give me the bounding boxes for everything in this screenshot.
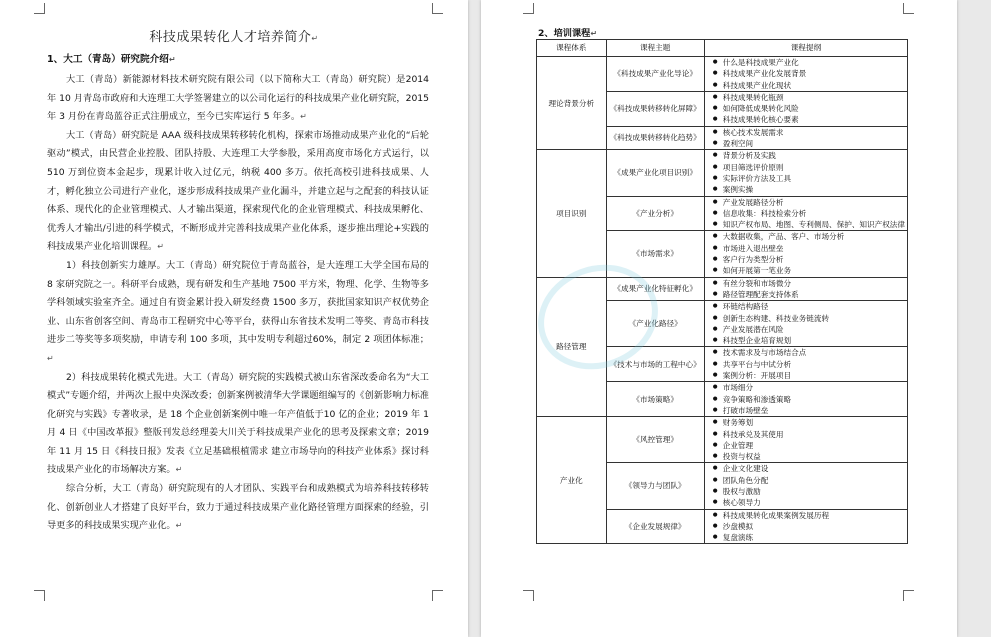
paragraph: 1）科技创新实力雄厚。大工（青岛）研究院位于青岛蓝谷，是大连理工大学全国布局的 8 家研究院之一。科研平台成熟，现有研发和生产基地 7500 平方米，物理、化学、生物等多学科领域实验室齐全。通过自有资金累计投入研发经费 1500 多万，获批国家知识产权优势企业、山东省创客空间、青岛市工程研究中心等平台，获得山东省技术发明二等奖、青岛市科技进步二等奖等多项奖励，申请专利 100 多项，其中发明专利超过60%，制定 2 项团体标准；↵ [47, 259, 429, 363]
list-item: ● 科技成果产业化发展背景 [713, 68, 905, 79]
list-item: ● 什么是科技成果产业化 [713, 57, 905, 68]
column-header: 课程提纲 [704, 40, 907, 57]
course-topic-cell[interactable]: 《风控管理》 [606, 417, 704, 463]
course-topic-cell[interactable]: 《成果产业化特征孵化》 [606, 277, 704, 301]
course-outline-cell[interactable] [704, 126, 907, 150]
course-topic-cell[interactable]: 《领导力与团队》 [606, 463, 704, 509]
course-outline-cell[interactable] [704, 382, 907, 417]
list-item: ● 企业管理 [713, 440, 905, 451]
outline-list [707, 231, 905, 276]
list-item: ● 科技成果转化成果案例发展历程 [713, 510, 905, 521]
course-topic-cell[interactable]: 《技术与市场的工程中心》 [606, 347, 704, 382]
paragraph: 大工（青岛）研究院是 AAA 级科技成果转移转化机构，探索市场推动成果产业化的“后轮驱动”模式，由民营企业控股、团队持股、大连理工大学参股，采用高度市场化方式运行，以 510 万到位资本金起步，现累计收入过亿元，纳税 400 多万。依托高校引进科技成果、人才，孵化独立公司进行产业化，逐步形成科技成果产业化漏斗，并建立起与之配套的科技认证体系、现代化的企业管理模式、人才输出渠道，探索现代化的企业管理模式、科技成果孵化、优秀人才输出/引进的科学模式，不断形成并完善科技成果产业化体系，逐步推出理论+实践的科技成果产业化培训课程。↵ [47, 129, 429, 253]
list-item: ● 产业发展潜在风险 [713, 324, 905, 335]
document-title-text: 科技成果转化人才培养简介 [149, 30, 312, 45]
margin-corner-mark [903, 3, 914, 14]
list-item: ● 市场进入退出壁垒 [713, 243, 905, 254]
list-item: ● 复盘演练 [713, 532, 905, 543]
outline-list [707, 382, 905, 416]
course-outline-cell[interactable] [704, 150, 907, 196]
margin-corner-mark [432, 590, 443, 601]
course-topic-cell[interactable]: 《产业分析》 [606, 196, 704, 231]
course-outline-cell[interactable] [704, 231, 907, 277]
list-item: ● 核心领导力 [713, 497, 905, 508]
list-item: ● 财务筹划 [713, 417, 905, 428]
table-row [537, 417, 908, 463]
paragraph: 大工（青岛）新能源材料技术研究院有限公司（以下简称大工（青岛）研究院）是2014 年 10 月青岛市政府和大连理工大学签署建立的以公司化运行的科技成果产业化研究院，2015 年 3 月份在青岛蓝谷正式注册成立，至今已实库运行 5 年多。↵ [47, 74, 429, 123]
course-outline-cell[interactable] [704, 91, 907, 126]
list-item: ● 核心技术发展需求 [713, 127, 905, 138]
list-item: ● 如何降低成果转化风险 [713, 103, 905, 114]
course-outline-cell[interactable] [704, 277, 907, 301]
outline-list [707, 197, 905, 231]
outline-list [707, 510, 905, 544]
list-item: ● 信息收集：科技检索分析 [713, 208, 905, 219]
document-title[interactable] [0, 26, 468, 45]
list-item: ● 股权与激励 [713, 486, 905, 497]
list-item: ● 科技成果转化瓶颈 [713, 92, 905, 103]
list-item: ● 环链结构路径 [713, 301, 905, 312]
course-topic-cell[interactable]: 《成果产业化项目识别》 [606, 150, 704, 196]
paragraph: 综合分析，大工（青岛）研究院现有的人才团队、实践平台和成熟模式为培养科技转移转化、创新创业人才搭建了良好平台，致力于通过科技成果产业化路径管理方面探索的经验，引导更多的科技成果实现产业化。↵ [47, 483, 429, 532]
list-item: ● 客户行为类型分析 [713, 254, 905, 265]
list-item: ● 产业发展路径分析 [713, 197, 905, 208]
document-page-left [0, 0, 468, 637]
table-row [537, 57, 908, 92]
table-row [537, 150, 908, 196]
list-item: ● 科技成果产业化现状 [713, 80, 905, 91]
course-topic-cell[interactable]: 《市场策略》 [606, 382, 704, 417]
course-system-cell[interactable]: 项目识别 [537, 150, 607, 277]
margin-corner-mark [34, 3, 45, 14]
course-outline-cell[interactable] [704, 417, 907, 463]
paragraph-mark: ↵ [311, 34, 319, 43]
list-item: ● 竞争策略和渗透策略 [713, 394, 905, 405]
list-item: ● 知识产权布局、地图、专利侧局、保护、知识产权法律 [713, 219, 905, 230]
course-outline-cell[interactable] [704, 301, 907, 347]
margin-corner-mark [903, 590, 914, 601]
list-item: ● 科技承兑及其使用 [713, 429, 905, 440]
course-topic-cell[interactable]: 《市场需求》 [606, 231, 704, 277]
margin-corner-mark [523, 590, 534, 601]
outline-list [707, 347, 905, 381]
course-topic-cell[interactable]: 《科技成果转移转化屏障》 [606, 91, 704, 126]
column-header: 课程体系 [537, 40, 607, 57]
section-heading-institute: 1、大工（青岛）研究院介绍↵ [47, 54, 176, 65]
section-heading-courses[interactable]: 2、培训课程↵ [538, 28, 598, 39]
list-item: ● 科技型企业培育规划 [713, 335, 905, 346]
list-item: ● 共享平台与中试分析 [713, 359, 905, 370]
course-topic-cell[interactable]: 《科技成果产业化导论》 [606, 57, 704, 92]
margin-corner-mark [432, 3, 443, 14]
list-item: ● 大数据收集，产品、客户、市场分析 [713, 231, 905, 242]
course-outline-cell[interactable] [704, 463, 907, 509]
list-item: ● 如何开展第一笔业务 [713, 265, 905, 276]
outline-list [707, 150, 905, 195]
list-item: ● 企业文化建设 [713, 463, 905, 474]
document-body[interactable] [47, 51, 429, 536]
list-item: ● 市场细分 [713, 382, 905, 393]
outline-list [707, 463, 905, 508]
outline-list [707, 417, 905, 462]
list-item: ● 创新生态构建、科技业务链流转 [713, 313, 905, 324]
list-item: ● 技术需求及与市场结合点 [713, 347, 905, 358]
list-item: ● 项目筛选评价原则 [713, 162, 905, 173]
list-item: ● 沙盘模拟 [713, 521, 905, 532]
outline-list [707, 92, 905, 126]
outline-list [707, 301, 905, 346]
course-outline-cell[interactable] [704, 509, 907, 544]
list-item: ● 盈利空间 [713, 138, 905, 149]
margin-corner-mark [523, 3, 534, 14]
course-topic-cell[interactable]: 《科技成果转移转化趋势》 [606, 126, 704, 150]
course-system-cell[interactable]: 产业化 [537, 417, 607, 544]
course-system-cell[interactable]: 路径管理 [537, 277, 607, 417]
course-topic-cell[interactable]: 《产业化路径》 [606, 301, 704, 347]
list-item: ● 路径管理配套支持体系 [713, 289, 905, 300]
list-item: ● 科技成果转化核心要素 [713, 114, 905, 125]
list-item: ● 有丝分裂和市场微分 [713, 278, 905, 289]
margin-corner-mark [34, 590, 45, 601]
course-outline-cell[interactable] [704, 347, 907, 382]
list-item: ● 背景分析及实践 [713, 150, 905, 161]
list-item: ● 打破市场壁垒 [713, 405, 905, 416]
list-item: ● 投资与权益 [713, 451, 905, 462]
course-topic-cell[interactable]: 《企业发展规律》 [606, 509, 704, 544]
course-outline-cell[interactable] [704, 196, 907, 231]
paragraph: 2）科技成果转化模式先进。大工（青岛）研究院的实践模式被山东省深改委命名为“大工模式”专题介绍，并两次上报中央深改委；创新案例被清华大学课题组编写的《创新影响力标准化研究与实践》专著收录，是 18 个企业创新案例中唯一年产值低于10 亿的企业；2019 年 1 月 4 日《中国改革报》整版刊发总经理姜大川关于科技成果产业化的思考及探索文章；2019 年 11 月 15 日《科技日报》发表《立足基础根植需求 建立市场导向的科技产业体系》探讨科技成果产业化的市场解决方案。↵ [47, 371, 429, 476]
table-header-row [537, 40, 908, 57]
outline-list [707, 278, 905, 301]
column-header: 课程主题 [606, 40, 704, 57]
course-outline-cell[interactable] [704, 57, 907, 92]
outline-list [707, 57, 905, 91]
list-item: ● 案例分析：开展项目 [713, 370, 905, 381]
outline-list [707, 127, 905, 150]
course-system-cell[interactable]: 理论背景分析 [537, 57, 607, 150]
list-item: ● 团队角色分配 [713, 475, 905, 486]
list-item: ● 案例实操 [713, 184, 905, 195]
list-item: ● 实际评价方法及工具 [713, 173, 905, 184]
